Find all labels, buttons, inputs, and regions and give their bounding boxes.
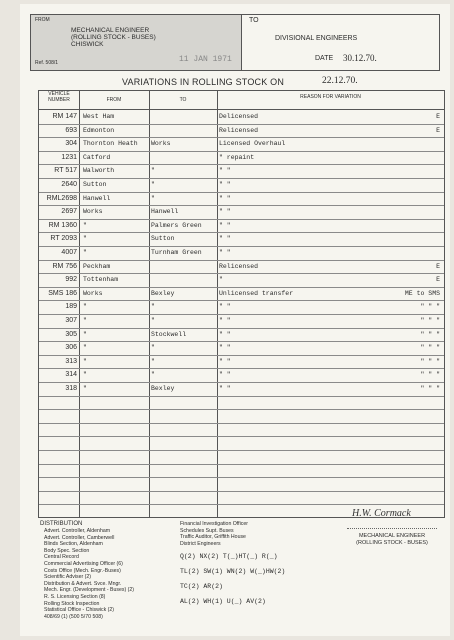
cell-mark: " " " (420, 357, 440, 365)
cell-reason: " " (219, 194, 231, 202)
cell-to: Stockwell (151, 330, 187, 338)
cell-vehicle: 189 (65, 303, 77, 311)
from-box (31, 15, 242, 70)
row-divider (39, 423, 444, 424)
row-divider (39, 178, 444, 179)
distribution-code-line: AL(2) WH(1) U(_) AV(2) (180, 598, 266, 605)
cell-vehicle: 305 (65, 330, 77, 338)
cell-to: Hanwell (151, 208, 179, 216)
from-line: (ROLLING STOCK - BUSES) (71, 34, 156, 41)
cell-to: Bexley (151, 385, 175, 392)
distribution-item: Distribution & Advert. Svce. Mngr. (44, 580, 122, 587)
cell-from: Catford (83, 153, 111, 161)
cell-from: Tottenham (83, 276, 119, 284)
row-divider (39, 273, 444, 274)
distribution-item: Schedules Supt. Buses (180, 527, 234, 534)
cell-from: " (83, 385, 87, 392)
col-header-to: TO (179, 97, 187, 103)
row-divider (39, 219, 444, 220)
cell-to: " (151, 371, 155, 379)
cell-from: West Ham (83, 113, 115, 120)
cell-from: " (83, 249, 87, 256)
cell-vehicle: RM 147 (52, 113, 77, 120)
signature-title: MECHANICAL ENGINEER (358, 533, 426, 539)
cell-reason: Unlicensed transfer (219, 289, 294, 297)
row-divider (39, 260, 444, 261)
column-divider (217, 91, 218, 517)
cell-reason: " repaint (219, 153, 255, 161)
title-date: 22.12.70. (322, 76, 358, 86)
row-divider (39, 151, 444, 152)
cell-vehicle: RT 2093 (50, 235, 77, 243)
cell-to: Bexley (151, 289, 175, 297)
row-divider (39, 314, 444, 315)
cell-vehicle: 992 (65, 276, 77, 284)
memo-header (30, 14, 440, 71)
date-value: 30.12.70. (343, 53, 377, 63)
row-divider (39, 192, 444, 193)
cell-reason: " " (219, 344, 231, 352)
distribution-item: Commercial Advertising Officer (6) (44, 560, 123, 567)
row-divider (39, 436, 444, 437)
cell-vehicle: SMS 186 (48, 289, 77, 297)
col-header-from: FROM (106, 97, 122, 103)
signature-subtitle: (ROLLING STOCK - BUSES) (356, 540, 428, 546)
cell-from: " (83, 317, 87, 324)
cell-to: " (151, 303, 155, 311)
cell-from: Sutton (83, 181, 107, 188)
distribution-item: Advert. Controller, Aldenham (44, 528, 111, 534)
cell-reason: " (219, 276, 223, 284)
cell-from: " (83, 371, 87, 379)
cell-vehicle: 2640 (61, 181, 77, 188)
distribution-list-secondary (180, 521, 248, 547)
cell-mark: " " " (420, 303, 440, 311)
cell-to: " (151, 194, 155, 202)
cell-mark: E (436, 276, 440, 284)
cell-vehicle: 4007 (61, 249, 77, 256)
col-header-reason: REASON FOR VARIATION (300, 94, 361, 100)
distribution-item: Scientific Adviser (2) (44, 574, 91, 581)
from-address (71, 27, 156, 48)
header-divider (39, 109, 444, 110)
distribution-item: Statistical Office - Chiswick (2) (44, 607, 114, 614)
cell-vehicle: RML2698 (46, 194, 77, 202)
row-divider (39, 124, 444, 125)
cell-vehicle: RT 517 (54, 167, 77, 175)
cell-from: " (83, 330, 87, 338)
cell-from: Works (83, 208, 103, 216)
cell-from: Hanwell (83, 194, 111, 202)
row-divider (39, 382, 444, 383)
row-divider (39, 164, 444, 165)
row-divider (39, 464, 444, 465)
handwritten-signature: H.W. Cormack (352, 508, 411, 519)
row-divider (39, 504, 444, 505)
signature-caption (346, 533, 438, 547)
row-divider (39, 355, 444, 356)
to-label: TO (249, 17, 259, 24)
cell-mark: " " " (420, 344, 440, 352)
cell-reason: " " (219, 221, 231, 229)
row-divider (39, 287, 444, 288)
distribution-code-line: Q(2) NX(2) T(_)HT(_) R(_) (180, 553, 278, 560)
cell-to: Sutton (151, 235, 175, 243)
cell-to: " (151, 181, 155, 188)
cell-vehicle: RM 756 (52, 262, 77, 270)
cell-from: Thornton Heath (83, 140, 138, 148)
cell-reason: " " (219, 317, 231, 324)
distribution-item: Blinds Section, Aldenham (44, 541, 103, 548)
from-line: CHISWICK (71, 41, 104, 48)
date-label: DATE (315, 55, 334, 62)
cell-from: " (83, 221, 87, 229)
row-divider (39, 205, 444, 206)
cell-reason: " " (219, 385, 231, 392)
cell-reason: Delicensed (219, 113, 259, 120)
cell-mark: ME to SMS (404, 289, 440, 297)
cell-to: Works (151, 140, 171, 148)
received-stamp: 11 JAN 1971 (179, 55, 232, 64)
signature-line (347, 528, 437, 529)
cell-to: " (151, 357, 155, 365)
col-header-vehicle: VEHICLE NUMBER (48, 91, 70, 103)
cell-from: Peckham (83, 262, 111, 270)
row-divider (39, 409, 444, 410)
cell-to: Turnham Green (151, 249, 202, 256)
row-divider (39, 137, 444, 138)
cell-to: " (151, 344, 155, 352)
distribution-item: Body Spec. Section (44, 547, 90, 554)
distribution-item: District Engineers (180, 540, 221, 547)
cell-mark: " " " (420, 371, 440, 379)
reference-number: Ref. 508/1 (35, 60, 59, 66)
distribution-item: Rolling Stock Inspection (44, 600, 100, 607)
cell-from: " (83, 303, 87, 311)
cell-mark: E (436, 262, 440, 270)
distribution-item: Central Record (44, 554, 79, 561)
cell-reason: " " (219, 208, 231, 216)
cell-from: Edmonton (83, 126, 115, 134)
cell-vehicle: 307 (65, 317, 77, 324)
row-divider (39, 341, 444, 342)
cell-vehicle: 318 (65, 385, 77, 392)
cell-vehicle: 304 (65, 140, 77, 148)
cell-mark: " " " (420, 385, 440, 392)
distribution-code-line: TC(2) AR(2) (180, 583, 223, 590)
row-divider (39, 328, 444, 329)
cell-reason: " " (219, 167, 231, 175)
cell-mark: E (436, 113, 440, 120)
cell-reason: " " (219, 371, 231, 379)
cell-from: Walworth (83, 167, 115, 175)
variations-table (38, 90, 445, 518)
row-divider (39, 450, 444, 451)
cell-reason: Relicensed (219, 262, 259, 270)
distribution-item: 408/69 (1) (500 5/70 508) (44, 613, 103, 620)
distribution-code-line: TL(2) SW(1) WN(2) W(_)HW(2) (180, 568, 286, 575)
cell-mark: " " " (420, 330, 440, 338)
cell-from: Works (83, 289, 103, 297)
cell-to: Palmers Green (151, 221, 202, 229)
cell-reason: Relicensed (219, 126, 259, 134)
from-label: FROM (35, 17, 50, 23)
cell-from: " (83, 344, 87, 352)
cell-from: " (83, 357, 87, 365)
cell-reason: " " (219, 235, 231, 243)
cell-reason: " " (219, 249, 231, 256)
cell-vehicle: 314 (65, 371, 77, 379)
distribution-title: DISTRIBUTION (40, 521, 83, 527)
distribution-item: Traffic Auditor, Griffith House (180, 534, 246, 541)
cell-vehicle: 1231 (61, 153, 77, 161)
cell-reason: " " (219, 181, 231, 188)
row-divider (39, 477, 444, 478)
from-line: MECHANICAL ENGINEER (71, 27, 150, 34)
cell-mark: " " " (420, 317, 440, 324)
to-recipient: DIVISIONAL ENGINEERS (275, 35, 358, 42)
cell-from: " (83, 235, 87, 243)
column-divider (79, 91, 80, 517)
distribution-item: Mech. Engr. (Development - Buses) (2) (44, 587, 134, 594)
cell-reason: Licensed Overhaul (219, 140, 286, 148)
cell-reason: " " (219, 330, 231, 338)
distribution-item: Advert. Controller, Camberwell (44, 534, 115, 541)
distribution-item: Financial Investigation Officer (180, 521, 248, 527)
row-divider (39, 232, 444, 233)
cell-vehicle: 693 (65, 126, 77, 134)
cell-vehicle: 313 (65, 357, 77, 365)
document-title: VARIATIONS IN ROLLING STOCK ON (122, 77, 285, 87)
row-divider (39, 300, 444, 301)
row-divider (39, 396, 444, 397)
cell-vehicle: 2697 (61, 208, 77, 216)
cell-to: " (151, 167, 155, 175)
distribution-item: Costs Office (Mech. Engr.-Buses) (44, 567, 121, 574)
column-divider (149, 91, 150, 517)
distribution-list-primary (44, 528, 134, 620)
distribution-item: R. S. Licensing Section (8) (44, 593, 106, 600)
cell-reason: " " (219, 303, 231, 311)
cell-vehicle: RM 1360 (48, 221, 77, 229)
cell-vehicle: 306 (65, 344, 77, 352)
row-divider (39, 246, 444, 247)
cell-mark: E (436, 126, 440, 134)
row-divider (39, 368, 444, 369)
cell-to: " (151, 317, 155, 324)
row-divider (39, 491, 444, 492)
cell-reason: " " (219, 357, 231, 365)
